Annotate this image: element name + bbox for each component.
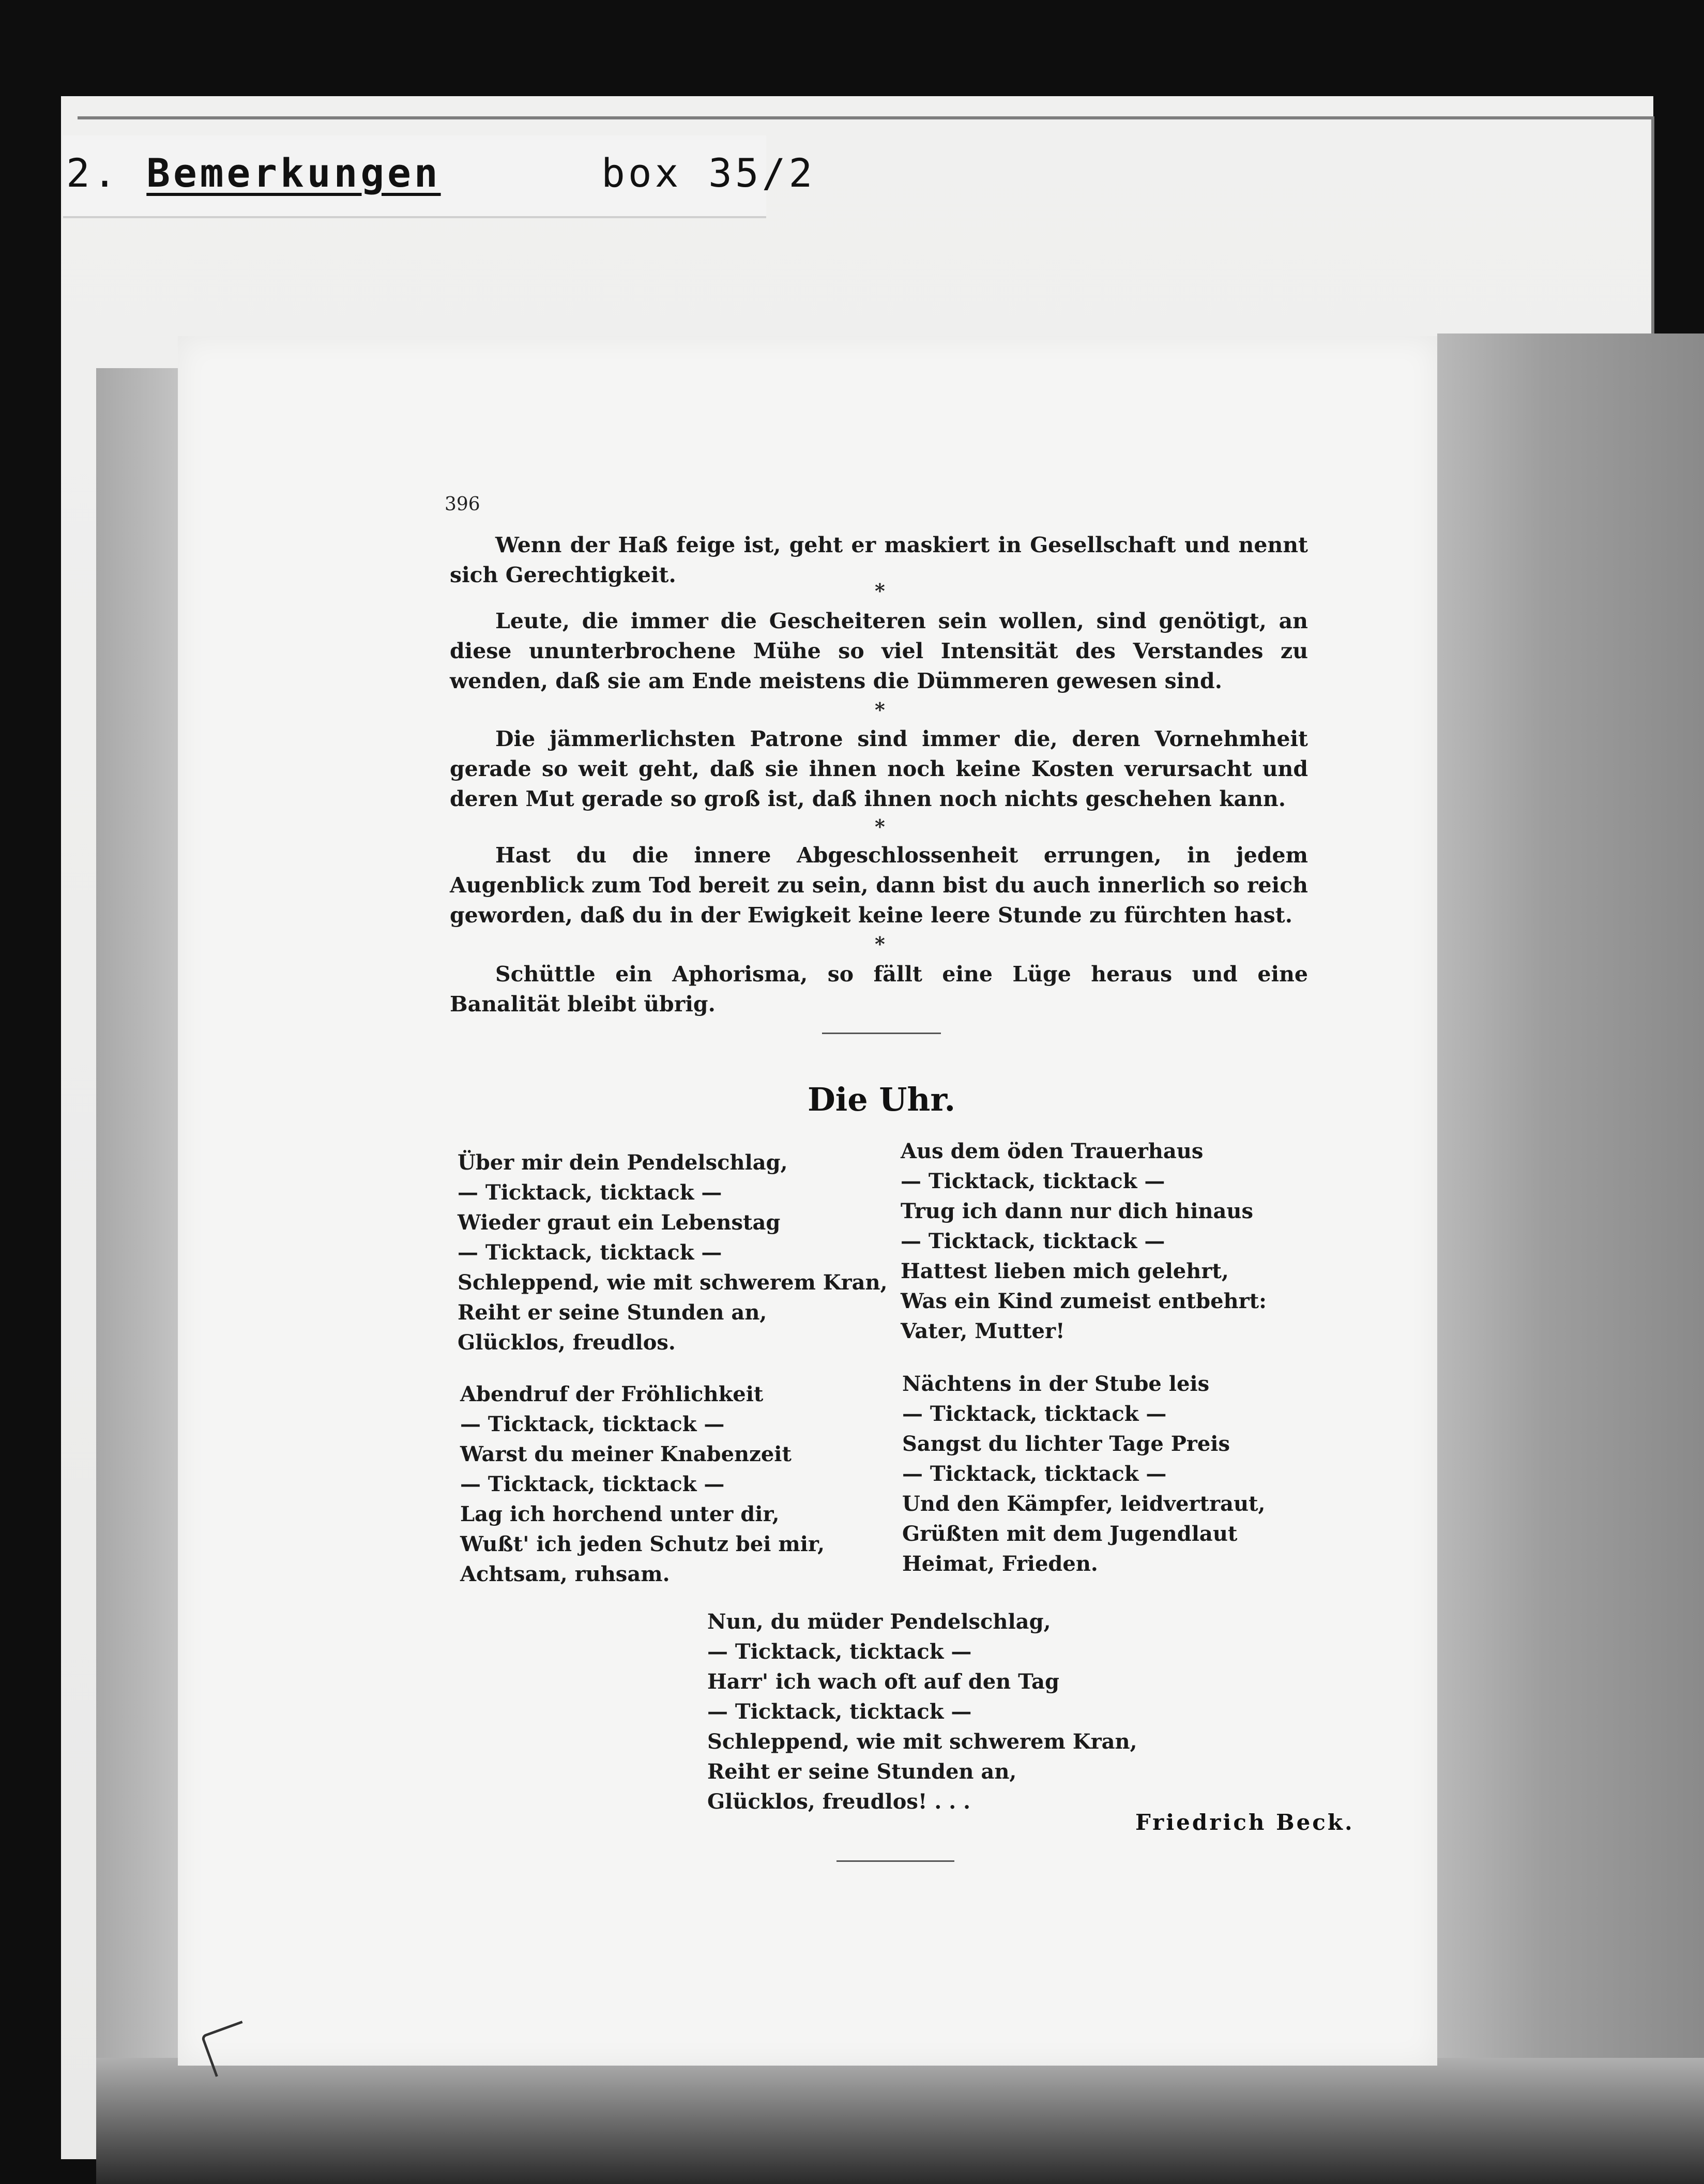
end-rule bbox=[836, 1860, 954, 1862]
stanza-5 bbox=[707, 1607, 1137, 1817]
separator-asterisk: * bbox=[875, 698, 885, 721]
poem-line: Was ein Kind zumeist entbehrt: bbox=[901, 1289, 1267, 1313]
right-mount-strip bbox=[1437, 333, 1704, 2097]
poem-line: — Ticktack, ticktack — bbox=[458, 1180, 722, 1205]
page-number: 396 bbox=[445, 494, 480, 515]
poem-line: Reiht er seine Stunden an, bbox=[458, 1300, 767, 1325]
poem-line: Und den Kämpfer, leidvertraut, bbox=[902, 1492, 1266, 1516]
separator-asterisk: * bbox=[875, 932, 885, 956]
aphorism-3: Die jämmerlichsten Patrone sind immer die, deren Vornehmheit gerade so weit geht, daß sie ihnen noch keine Kosten verursacht und deren Mut gerade so groß ist, daß ihnen noch nichts geschehen kann. bbox=[450, 726, 1308, 811]
poem-line: — Ticktack, ticktack — bbox=[460, 1412, 725, 1436]
poem-line: Grüßten mit dem Jugendlaut bbox=[902, 1522, 1238, 1546]
poem-line: Über mir dein Pendelschlag, bbox=[458, 1150, 788, 1175]
aphorism-2: Leute, die immer die Gescheiteren sein wollen, sind genötigt, an diese ununterbrochene Mühe so viel Intensität des Verstandes zu wenden, daß sie am Ende meistens die Dümmeren gewesen sind. bbox=[450, 609, 1308, 693]
poem-line: — Ticktack, ticktack — bbox=[460, 1472, 725, 1496]
poem-line: Aus dem öden Trauerhaus bbox=[901, 1139, 1204, 1163]
bottom-mount-strip bbox=[96, 2058, 1704, 2184]
poem-title: Die Uhr. bbox=[807, 1081, 956, 1118]
poem-line: — Ticktack, ticktack — bbox=[902, 1462, 1167, 1486]
label-box: box 35/2 bbox=[601, 150, 816, 196]
poem-line: — Ticktack, ticktack — bbox=[901, 1169, 1165, 1193]
left-mount-strip bbox=[96, 368, 179, 2105]
poem-line: Wieder graut ein Lebenstag bbox=[458, 1210, 781, 1235]
poem-line: Warst du meiner Knabenzeit bbox=[460, 1442, 792, 1466]
label-series: Bemerkungen bbox=[146, 150, 441, 196]
aphorism-1: Wenn der Haß feige ist, geht er maskiert in Gesellschaft und nennt sich Gerechtigkeit. bbox=[450, 533, 1308, 587]
poem-line: Sangst du lichter Tage Preis bbox=[902, 1432, 1230, 1456]
poem-line: Lag ich horchend unter dir, bbox=[460, 1502, 780, 1526]
poem-line: Nun, du müder Pendelschlag, bbox=[707, 1610, 1051, 1634]
stanza-4 bbox=[902, 1369, 1265, 1579]
archive-label-text bbox=[66, 150, 815, 196]
stanza-1 bbox=[458, 1148, 888, 1358]
poem-line: — Ticktack, ticktack — bbox=[458, 1240, 722, 1265]
poem-line: Schleppend, wie mit schwerem Kran, bbox=[458, 1270, 888, 1295]
aphorism-5: Schüttle ein Aphorisma, so fällt eine Lüge heraus und eine Banalität bleibt übrig. bbox=[450, 962, 1308, 1017]
poem-line: Glücklos, freudlos. bbox=[458, 1330, 676, 1355]
label-number: 2. bbox=[66, 150, 120, 196]
separator-asterisk: * bbox=[875, 579, 885, 602]
poem-author: Friedrich Beck. bbox=[1135, 1810, 1355, 1835]
poem-line: Heimat, Frieden. bbox=[902, 1552, 1098, 1576]
poem-line: — Ticktack, ticktack — bbox=[902, 1402, 1167, 1426]
poem-line: Trug ich dann nur dich hinaus bbox=[901, 1199, 1254, 1223]
stanza-2 bbox=[460, 1379, 825, 1589]
poem-line: — Ticktack, ticktack — bbox=[707, 1640, 972, 1664]
poem-line: Achtsam, ruhsam. bbox=[460, 1562, 670, 1586]
poem-line: Nächtens in der Stube leis bbox=[902, 1372, 1210, 1396]
poem-line: Abendruf der Fröhlichkeit bbox=[460, 1382, 764, 1406]
poem-line: Harr' ich wach oft auf den Tag bbox=[707, 1670, 1059, 1694]
poem-line: Schleppend, wie mit schwerem Kran, bbox=[707, 1730, 1137, 1754]
poem-line: Glücklos, freudlos! . . . bbox=[707, 1789, 971, 1814]
poem-line: — Ticktack, ticktack — bbox=[707, 1700, 972, 1724]
poem-line: Reiht er seine Stunden an, bbox=[707, 1760, 1017, 1784]
aphorism-4: Hast du die innere Abgeschlossenheit errungen, in jedem Augenblick zum Tod bereit zu sein, dann bist du auch innerlich so reich geworden, daß du in der Ewigkeit keine leere Stunde zu fürchten hast. bbox=[450, 843, 1308, 928]
poem-line: Hattest lieben mich gelehrt, bbox=[901, 1259, 1229, 1283]
poem-line: Vater, Mutter! bbox=[901, 1319, 1065, 1343]
stanza-3 bbox=[901, 1136, 1267, 1346]
poem-line: — Ticktack, ticktack — bbox=[901, 1229, 1165, 1253]
poem-line: Wußt' ich jeden Schutz bei mir, bbox=[460, 1532, 825, 1556]
section-rule bbox=[822, 1033, 941, 1034]
separator-asterisk: * bbox=[875, 815, 885, 838]
